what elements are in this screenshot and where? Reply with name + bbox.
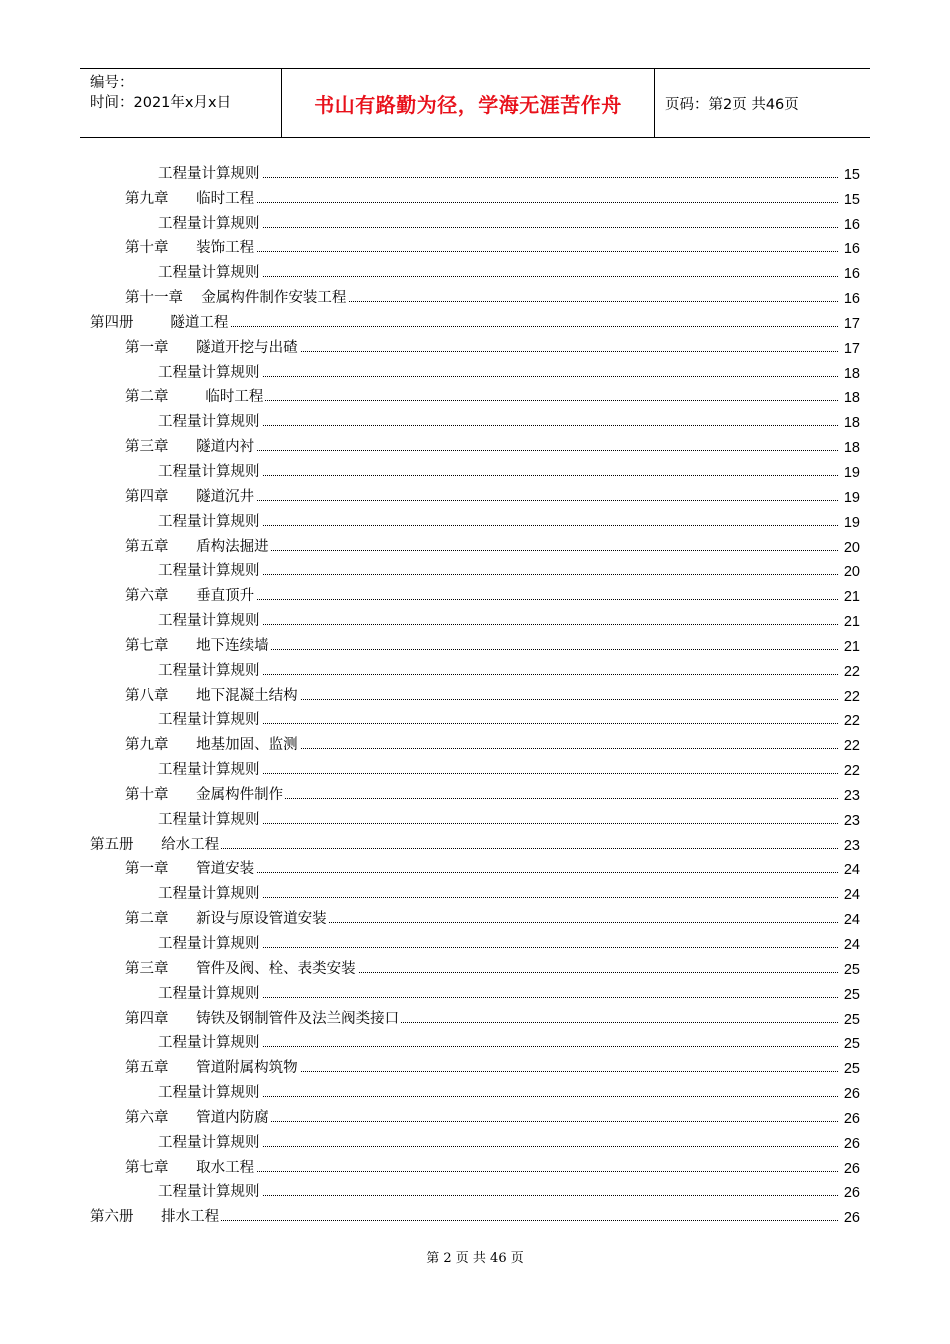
- toc-leader-dots: [260, 177, 839, 178]
- toc-entry-title: 工程量计算规则: [158, 882, 262, 903]
- toc-entry[interactable]: [90, 854, 860, 879]
- toc-page-number: 18: [843, 415, 860, 432]
- header-motto: 书山有路勤为径，学海无涯苦作舟: [282, 69, 655, 137]
- toc-entry-title: 第六章 管道内防腐: [125, 1106, 271, 1127]
- toc-page-number: 17: [843, 340, 860, 357]
- toc-page-number: 23: [843, 812, 860, 829]
- toc-entry[interactable]: [90, 233, 860, 258]
- toc-leader-dots: [260, 1046, 839, 1047]
- toc-leader-dots: [260, 227, 839, 228]
- toc-entry-title: 工程量计算规则: [158, 510, 262, 531]
- toc-leader-dots: [260, 525, 839, 526]
- toc-page-number: 19: [843, 514, 860, 531]
- toc-page-number: 19: [843, 464, 860, 481]
- toc-page-number: 23: [843, 837, 860, 854]
- toc-page-number: 25: [843, 961, 860, 978]
- toc-entry-title: 工程量计算规则: [158, 1180, 262, 1201]
- toc-entry[interactable]: [90, 431, 860, 456]
- toc-leader-dots: [228, 326, 838, 327]
- toc-entry[interactable]: [90, 978, 860, 1003]
- toc-entry[interactable]: [90, 357, 860, 382]
- page-header: [80, 68, 870, 138]
- toc-entry[interactable]: [90, 506, 860, 531]
- toc-entry-title: 工程量计算规则: [158, 758, 262, 779]
- toc-leader-dots: [298, 748, 838, 749]
- toc-entry[interactable]: [90, 605, 860, 630]
- toc-leader-dots: [260, 425, 839, 426]
- toc-entry-title: 第六册 排水工程: [90, 1205, 221, 1226]
- toc-page-number: 15: [843, 191, 860, 208]
- toc-entry-title: 工程量计算规则: [158, 460, 262, 481]
- toc-entry[interactable]: [90, 332, 860, 357]
- header-meta: [80, 69, 282, 137]
- toc-entry[interactable]: [90, 953, 860, 978]
- toc-entry[interactable]: [90, 531, 860, 556]
- toc-leader-dots: [260, 1096, 839, 1097]
- toc-entry-title: 工程量计算规则: [158, 808, 262, 829]
- toc-entry[interactable]: [90, 257, 860, 282]
- toc-leader-dots: [219, 848, 838, 849]
- toc-entry[interactable]: [90, 655, 860, 680]
- toc-entry[interactable]: [90, 307, 860, 332]
- toc-entry-title: 工程量计算规则: [158, 932, 262, 953]
- toc-leader-dots: [298, 351, 838, 352]
- toc-page-number: 20: [843, 539, 860, 556]
- toc-entry[interactable]: [90, 804, 860, 829]
- toc-page-number: 25: [843, 986, 860, 1003]
- toc-leader-dots: [260, 723, 839, 724]
- toc-leader-dots: [298, 699, 838, 700]
- toc-leader-dots: [298, 1071, 838, 1072]
- toc-entry-title: 工程量计算规则: [158, 361, 262, 382]
- toc-entry-title: 第十章 金属构件制作: [125, 783, 285, 804]
- toc-entry-title: 第十一章 金属构件制作安装工程: [125, 286, 348, 307]
- toc-page-number: 16: [843, 266, 860, 283]
- toc-entry[interactable]: [90, 903, 860, 928]
- toc-page-number: 20: [843, 564, 860, 581]
- toc-leader-dots: [260, 773, 839, 774]
- toc-leader-dots: [254, 450, 838, 451]
- toc-entry-title: 第三章 隧道内衬: [125, 435, 256, 456]
- toc-entry[interactable]: [90, 1052, 860, 1077]
- toc-leader-dots: [260, 997, 839, 998]
- doc-date-label: 时间：2021年x月x日: [90, 95, 232, 111]
- toc-page-number: 26: [843, 1210, 860, 1227]
- header-page-info: 页码：第2页 共46页: [665, 96, 799, 113]
- toc-leader-dots: [260, 276, 839, 277]
- toc-entry[interactable]: [90, 406, 860, 431]
- toc-entry[interactable]: [90, 1028, 860, 1053]
- toc-entry-title: 第三章 管件及阀、栓、表类安装: [125, 957, 358, 978]
- page-footer: 第 2 页 共 46 页: [426, 1251, 524, 1266]
- toc-leader-dots: [260, 624, 839, 625]
- toc-page-number: 21: [843, 589, 860, 606]
- toc-leader-dots: [346, 301, 838, 302]
- toc-page-number: 26: [843, 1135, 860, 1152]
- toc-entry-title: 第九章 地基加固、监测: [125, 733, 300, 754]
- toc-page-number: 25: [843, 1061, 860, 1078]
- toc-entry[interactable]: [90, 1177, 860, 1202]
- toc-entry[interactable]: [90, 456, 860, 481]
- toc-entry[interactable]: [90, 878, 860, 903]
- toc-entry[interactable]: [90, 208, 860, 233]
- toc-leader-dots: [269, 550, 838, 551]
- toc-page-number: 18: [843, 390, 860, 407]
- toc-entry[interactable]: [90, 829, 860, 854]
- toc-leader-dots: [260, 1146, 839, 1147]
- toc-entry[interactable]: [90, 1201, 860, 1226]
- toc-leader-dots: [254, 1171, 838, 1172]
- toc-entry-title: 工程量计算规则: [158, 982, 262, 1003]
- toc-entry-title: 工程量计算规则: [158, 410, 262, 431]
- toc-leader-dots: [254, 202, 838, 203]
- toc-page-number: 15: [843, 166, 860, 183]
- toc-entry-title: 工程量计算规则: [158, 162, 262, 183]
- toc-entry[interactable]: [90, 1102, 860, 1127]
- toc-page-number: 22: [843, 663, 860, 680]
- toc-leader-dots: [269, 1121, 838, 1122]
- toc-page-number: 16: [843, 291, 860, 308]
- toc-page-number: 16: [843, 241, 860, 258]
- toc-page-number: 23: [843, 787, 860, 804]
- toc-leader-dots: [260, 376, 839, 377]
- toc-entry-title: 第八章 地下混凝土结构: [125, 684, 300, 705]
- toc-entry-title: 工程量计算规则: [158, 1131, 262, 1152]
- toc-page-number: 21: [843, 614, 860, 631]
- toc-entry-title: 第九章 临时工程: [125, 187, 256, 208]
- toc-page-number: 22: [843, 688, 860, 705]
- toc-page-number: 16: [843, 216, 860, 233]
- toc-entry[interactable]: [90, 382, 860, 407]
- toc-leader-dots: [254, 872, 838, 873]
- toc-leader-dots: [283, 798, 838, 799]
- toc-entry[interactable]: [90, 580, 860, 605]
- toc-leader-dots: [260, 947, 839, 948]
- doc-number-label: 编号：: [90, 75, 134, 91]
- toc-entry[interactable]: [90, 630, 860, 655]
- toc-page-number: 26: [843, 1086, 860, 1103]
- toc-entry-title: 第二章 新设与原设管道安装: [125, 907, 329, 928]
- toc-leader-dots: [260, 1195, 839, 1196]
- toc-entry[interactable]: [90, 556, 860, 581]
- toc-entry-title: 第十章 装饰工程: [125, 236, 256, 257]
- toc-leader-dots: [254, 500, 838, 501]
- toc-leader-dots: [260, 823, 839, 824]
- toc-entry-title: 第四章 铸铁及钢制管件及法兰阀类接口: [125, 1007, 401, 1028]
- toc-entry-title: 工程量计算规则: [158, 1031, 262, 1052]
- table-of-contents: [90, 158, 860, 1226]
- toc-page-number: 19: [843, 489, 860, 506]
- toc-entry[interactable]: [90, 754, 860, 779]
- toc-page-number: 25: [843, 1011, 860, 1028]
- toc-leader-dots: [263, 400, 838, 401]
- toc-entry-title: 工程量计算规则: [158, 559, 262, 580]
- toc-entry-title: 工程量计算规则: [158, 261, 262, 282]
- toc-entry-title: 第七章 取水工程: [125, 1156, 256, 1177]
- toc-entry-title: 第五章 盾构法掘进: [125, 535, 271, 556]
- toc-page-number: 24: [843, 887, 860, 904]
- toc-entry[interactable]: [90, 928, 860, 953]
- toc-entry[interactable]: [90, 1003, 860, 1028]
- toc-page-number: 18: [843, 440, 860, 457]
- toc-entry-title: 第六章 垂直顶升: [125, 584, 256, 605]
- toc-entry-title: 第五册 给水工程: [90, 833, 221, 854]
- toc-page-number: 18: [843, 365, 860, 382]
- toc-entry[interactable]: [90, 183, 860, 208]
- toc-page-number: 24: [843, 912, 860, 929]
- toc-entry-title: 第五章 管道附属构筑物: [125, 1056, 300, 1077]
- toc-entry-title: 第一章 隧道开挖与出碴: [125, 336, 300, 357]
- toc-entry[interactable]: [90, 1152, 860, 1177]
- toc-entry-title: 第四册 隧道工程: [90, 311, 230, 332]
- toc-entry-title: 第一章 管道安装: [125, 857, 256, 878]
- toc-entry[interactable]: [90, 282, 860, 307]
- toc-page-number: 25: [843, 1036, 860, 1053]
- toc-page-number: 22: [843, 738, 860, 755]
- toc-entry-title: 第二章 临时工程: [125, 385, 265, 406]
- toc-leader-dots: [219, 1220, 838, 1221]
- toc-page-number: 17: [843, 315, 860, 332]
- toc-entry-title: 工程量计算规则: [158, 609, 262, 630]
- toc-page-number: 22: [843, 713, 860, 730]
- toc-entry-title: 第四章 隧道沉井: [125, 485, 256, 506]
- toc-entry-title: 工程量计算规则: [158, 708, 262, 729]
- toc-page-number: 26: [843, 1110, 860, 1127]
- toc-entry[interactable]: [90, 779, 860, 804]
- toc-leader-dots: [254, 251, 838, 252]
- toc-leader-dots: [254, 599, 838, 600]
- toc-page-number: 22: [843, 763, 860, 780]
- toc-leader-dots: [260, 475, 839, 476]
- toc-page-number: 24: [843, 862, 860, 879]
- toc-entry-title: 第七章 地下连续墙: [125, 634, 271, 655]
- toc-leader-dots: [356, 972, 838, 973]
- toc-entry-title: 工程量计算规则: [158, 212, 262, 233]
- toc-entry[interactable]: [90, 705, 860, 730]
- toc-page-number: 24: [843, 937, 860, 953]
- toc-page-number: 21: [843, 638, 860, 655]
- toc-page-number: 26: [843, 1185, 860, 1202]
- toc-leader-dots: [260, 674, 839, 675]
- toc-entry[interactable]: [90, 729, 860, 754]
- toc-entry[interactable]: [90, 481, 860, 506]
- toc-leader-dots: [260, 574, 839, 575]
- toc-page-number: 26: [843, 1160, 860, 1177]
- toc-leader-dots: [327, 922, 838, 923]
- toc-entry-title: 工程量计算规则: [158, 659, 262, 680]
- toc-entry[interactable]: [90, 1127, 860, 1152]
- toc-entry[interactable]: [90, 158, 860, 183]
- toc-leader-dots: [269, 649, 838, 650]
- toc-leader-dots: [260, 897, 839, 898]
- toc-entry-title: 工程量计算规则: [158, 1081, 262, 1102]
- toc-leader-dots: [399, 1022, 838, 1023]
- toc-entry[interactable]: [90, 1077, 860, 1102]
- toc-entry[interactable]: [90, 680, 860, 705]
